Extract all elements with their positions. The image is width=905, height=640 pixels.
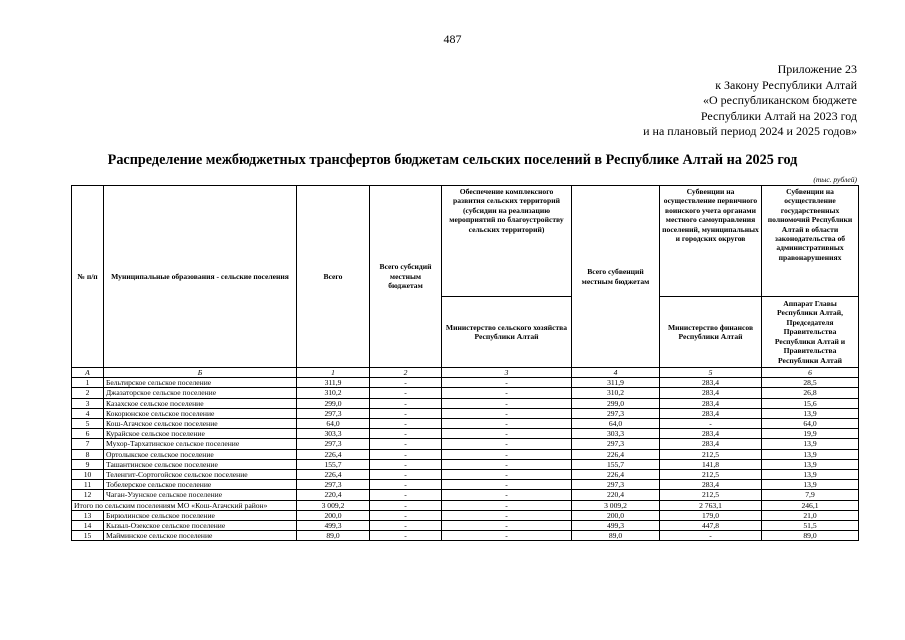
transfers-table (71, 185, 859, 541)
row-number: 6 (72, 429, 104, 439)
row-military: 179,0 (660, 510, 762, 520)
header-subventions-total: Всего субвенций местным бюджетам (572, 186, 660, 368)
header-military-registration: Субвенции на осуществление первичного воинского учета органами местного самоуправления поселений, муниципальных и городских округов (660, 186, 762, 297)
row-municipality: Казахское сельское поселение (104, 398, 297, 408)
units-label: (тыс. рублей) (813, 175, 857, 184)
row-total: 310,2 (297, 388, 370, 398)
row-number: 9 (72, 459, 104, 469)
row-admin: 19,9 (762, 429, 859, 439)
row-rural: - (442, 398, 572, 408)
row-municipality: Джазаторское сельское поселение (104, 388, 297, 398)
table-row (72, 459, 859, 469)
row-total: 226,4 (297, 470, 370, 480)
row-municipality: Курайское сельское поселение (104, 429, 297, 439)
row-total: 155,7 (297, 459, 370, 469)
row-subsidies: - (370, 378, 442, 388)
row-subsidies: - (370, 521, 442, 531)
row-military: 283,4 (660, 378, 762, 388)
row-subsidies: - (370, 388, 442, 398)
appendix-line: и на плановый период 2024 и 2025 годов» (643, 124, 857, 138)
row-rural: - (442, 531, 572, 541)
appendix-line: «О республиканском бюджете (702, 93, 857, 107)
appendix-line: Республики Алтай на 2023 год (700, 108, 857, 123)
row-rural: - (442, 470, 572, 480)
column-number: 4 (572, 368, 660, 378)
row-rural: - (442, 480, 572, 490)
row-municipality: Тобелерское сельское поселение (104, 480, 297, 490)
row-number: 3 (72, 398, 104, 408)
column-numbers-row (72, 368, 859, 378)
subtotal-subventions: 3 009,2 (572, 500, 660, 510)
header-rural-ministry: Министерство сельского хозяйства Республики Алтай (442, 297, 572, 368)
row-subsidies: - (370, 449, 442, 459)
row-number: 5 (72, 419, 104, 429)
row-rural: - (442, 408, 572, 418)
row-subventions: 297,3 (572, 408, 660, 418)
row-subventions: 311,9 (572, 378, 660, 388)
rows-body-2 (72, 510, 859, 541)
row-municipality: Теленгит-Сортогойское сельское поселение (104, 470, 297, 480)
row-municipality: Кош-Агачское сельское поселение (104, 419, 297, 429)
column-number: 6 (762, 368, 859, 378)
column-number: 3 (442, 368, 572, 378)
row-total: 200,0 (297, 510, 370, 520)
header-rural-development: Обеспечение комплексного развития сельских территорий (субсидии на реализацию мероприятий по благоустройству сельских территорий) (442, 186, 572, 297)
row-subventions: 297,3 (572, 439, 660, 449)
row-subsidies: - (370, 470, 442, 480)
table-row (72, 480, 859, 490)
row-rural: - (442, 521, 572, 531)
subtotal-military: 2 763,1 (660, 500, 762, 510)
row-rural: - (442, 490, 572, 500)
row-rural: - (442, 449, 572, 459)
row-admin: 13,9 (762, 449, 859, 459)
row-military: 141,8 (660, 459, 762, 469)
table-row (72, 449, 859, 459)
row-subventions: 226,4 (572, 470, 660, 480)
row-subsidies: - (370, 510, 442, 520)
rows-body (72, 378, 859, 500)
column-number: А (72, 368, 104, 378)
subtotal-subsidies: - (370, 500, 442, 510)
row-number: 12 (72, 490, 104, 500)
header-subsidies-total: Всего субсидий местным бюджетам (370, 186, 442, 368)
table-row (72, 510, 859, 520)
header-finance-ministry: Министерство финансов Республики Алтай (660, 297, 762, 368)
header-total: Всего (297, 186, 370, 368)
row-total: 499,3 (297, 521, 370, 531)
page-number: 487 (443, 32, 462, 46)
row-admin: 21,0 (762, 510, 859, 520)
row-total: 89,0 (297, 531, 370, 541)
row-military: 283,4 (660, 388, 762, 398)
row-municipality: Кокорюнское сельское поселение (104, 408, 297, 418)
row-admin: 15,6 (762, 398, 859, 408)
table-row (72, 419, 859, 429)
column-number: 2 (370, 368, 442, 378)
row-number: 14 (72, 521, 104, 531)
document-title: Распределение межбюджетных трансфертов бюджетам сельских поселений в Республике Алтай на 2025 год (107, 152, 798, 168)
row-number: 8 (72, 449, 104, 459)
row-subsidies: - (370, 429, 442, 439)
row-military: 283,4 (660, 439, 762, 449)
row-military: 283,4 (660, 408, 762, 418)
row-military: 447,8 (660, 521, 762, 531)
row-subsidies: - (370, 459, 442, 469)
row-admin: 13,9 (762, 480, 859, 490)
row-municipality: Мухор-Тархатинское сельское поселение (104, 439, 297, 449)
row-rural: - (442, 429, 572, 439)
table-row (72, 388, 859, 398)
appendix-line: к Закону Республики Алтай (715, 77, 857, 92)
row-total: 297,3 (297, 480, 370, 490)
row-admin: 64,0 (762, 419, 859, 429)
row-rural: - (442, 459, 572, 469)
row-military: 212,5 (660, 470, 762, 480)
appendix-block (643, 62, 857, 140)
row-rural: - (442, 378, 572, 388)
row-number: 11 (72, 480, 104, 490)
row-municipality: Кызыл-Озекское сельское поселение (104, 521, 297, 531)
row-subventions: 89,0 (572, 531, 660, 541)
row-subsidies: - (370, 490, 442, 500)
row-number: 15 (72, 531, 104, 541)
header-administrative: Субвенции на осуществление государственных полномочий Республики Алтай в области законодательства об административных правонарушениях (762, 186, 859, 297)
row-subsidies: - (370, 419, 442, 429)
row-admin: 7,9 (762, 490, 859, 500)
row-subventions: 303,3 (572, 429, 660, 439)
row-number: 13 (72, 510, 104, 520)
column-number: Б (104, 368, 297, 378)
row-total: 220,4 (297, 490, 370, 500)
row-number: 10 (72, 470, 104, 480)
row-subventions: 200,0 (572, 510, 660, 520)
row-total: 64,0 (297, 419, 370, 429)
row-rural: - (442, 419, 572, 429)
row-subventions: 499,3 (572, 521, 660, 531)
row-admin: 13,9 (762, 439, 859, 449)
row-total: 226,4 (297, 449, 370, 459)
row-subsidies: - (370, 439, 442, 449)
table-row (72, 429, 859, 439)
row-subsidies: - (370, 408, 442, 418)
header-num: № п/п (72, 186, 104, 368)
row-rural: - (442, 439, 572, 449)
column-number: 1 (297, 368, 370, 378)
row-admin: 51,5 (762, 521, 859, 531)
row-military: - (660, 419, 762, 429)
subtotal-rural: - (442, 500, 572, 510)
header-admin-apparatus: Аппарат Главы Республики Алтай, Председателя Правительства Республики Алтай и Правительства Республики Алтай (762, 297, 859, 368)
subtotal-label: Итого по сельским поселениям МО «Кош-Агачский район» (72, 500, 297, 510)
row-military: 283,4 (660, 429, 762, 439)
row-subventions: 226,4 (572, 449, 660, 459)
row-rural: - (442, 510, 572, 520)
row-municipality: Бирюлинское сельское поселение (104, 510, 297, 520)
row-total: 303,3 (297, 429, 370, 439)
row-subventions: 155,7 (572, 459, 660, 469)
row-admin: 13,9 (762, 470, 859, 480)
row-admin: 26,8 (762, 388, 859, 398)
row-total: 297,3 (297, 408, 370, 418)
subtotal-admin: 246,1 (762, 500, 859, 510)
appendix-line: Приложение 23 (777, 62, 857, 76)
row-total: 299,0 (297, 398, 370, 408)
column-number: 5 (660, 368, 762, 378)
table-row (72, 531, 859, 541)
row-municipality: Ортолыкское сельское поселение (104, 449, 297, 459)
row-rural: - (442, 388, 572, 398)
table-row (72, 439, 859, 449)
header-municipality: Муниципальные образования - сельские поселения (104, 186, 297, 368)
row-number: 2 (72, 388, 104, 398)
subtotal-total: 3 009,2 (297, 500, 370, 510)
row-military: - (660, 531, 762, 541)
row-admin: 13,9 (762, 408, 859, 418)
table-row (72, 490, 859, 500)
row-total: 297,3 (297, 439, 370, 449)
row-subsidies: - (370, 531, 442, 541)
row-admin: 89,0 (762, 531, 859, 541)
row-subsidies: - (370, 398, 442, 408)
row-municipality: Бельтирское сельское поселение (104, 378, 297, 388)
row-number: 4 (72, 408, 104, 418)
subtotal-row (72, 500, 859, 510)
row-total: 311,9 (297, 378, 370, 388)
row-municipality: Майминское сельское поселение (104, 531, 297, 541)
row-number: 7 (72, 439, 104, 449)
row-military: 283,4 (660, 398, 762, 408)
row-military: 283,4 (660, 480, 762, 490)
row-military: 212,5 (660, 449, 762, 459)
row-subventions: 299,0 (572, 398, 660, 408)
row-admin: 28,5 (762, 378, 859, 388)
table-row (72, 378, 859, 388)
row-subventions: 64,0 (572, 419, 660, 429)
row-subventions: 220,4 (572, 490, 660, 500)
row-subventions: 297,3 (572, 480, 660, 490)
row-municipality: Ташантинское сельское поселение (104, 459, 297, 469)
table-row (72, 398, 859, 408)
table-row (72, 408, 859, 418)
table-row (72, 470, 859, 480)
table-row (72, 521, 859, 531)
row-subsidies: - (370, 480, 442, 490)
row-municipality: Чаган-Узунское сельское поселение (104, 490, 297, 500)
row-subventions: 310,2 (572, 388, 660, 398)
row-military: 212,5 (660, 490, 762, 500)
row-admin: 13,9 (762, 459, 859, 469)
row-number: 1 (72, 378, 104, 388)
